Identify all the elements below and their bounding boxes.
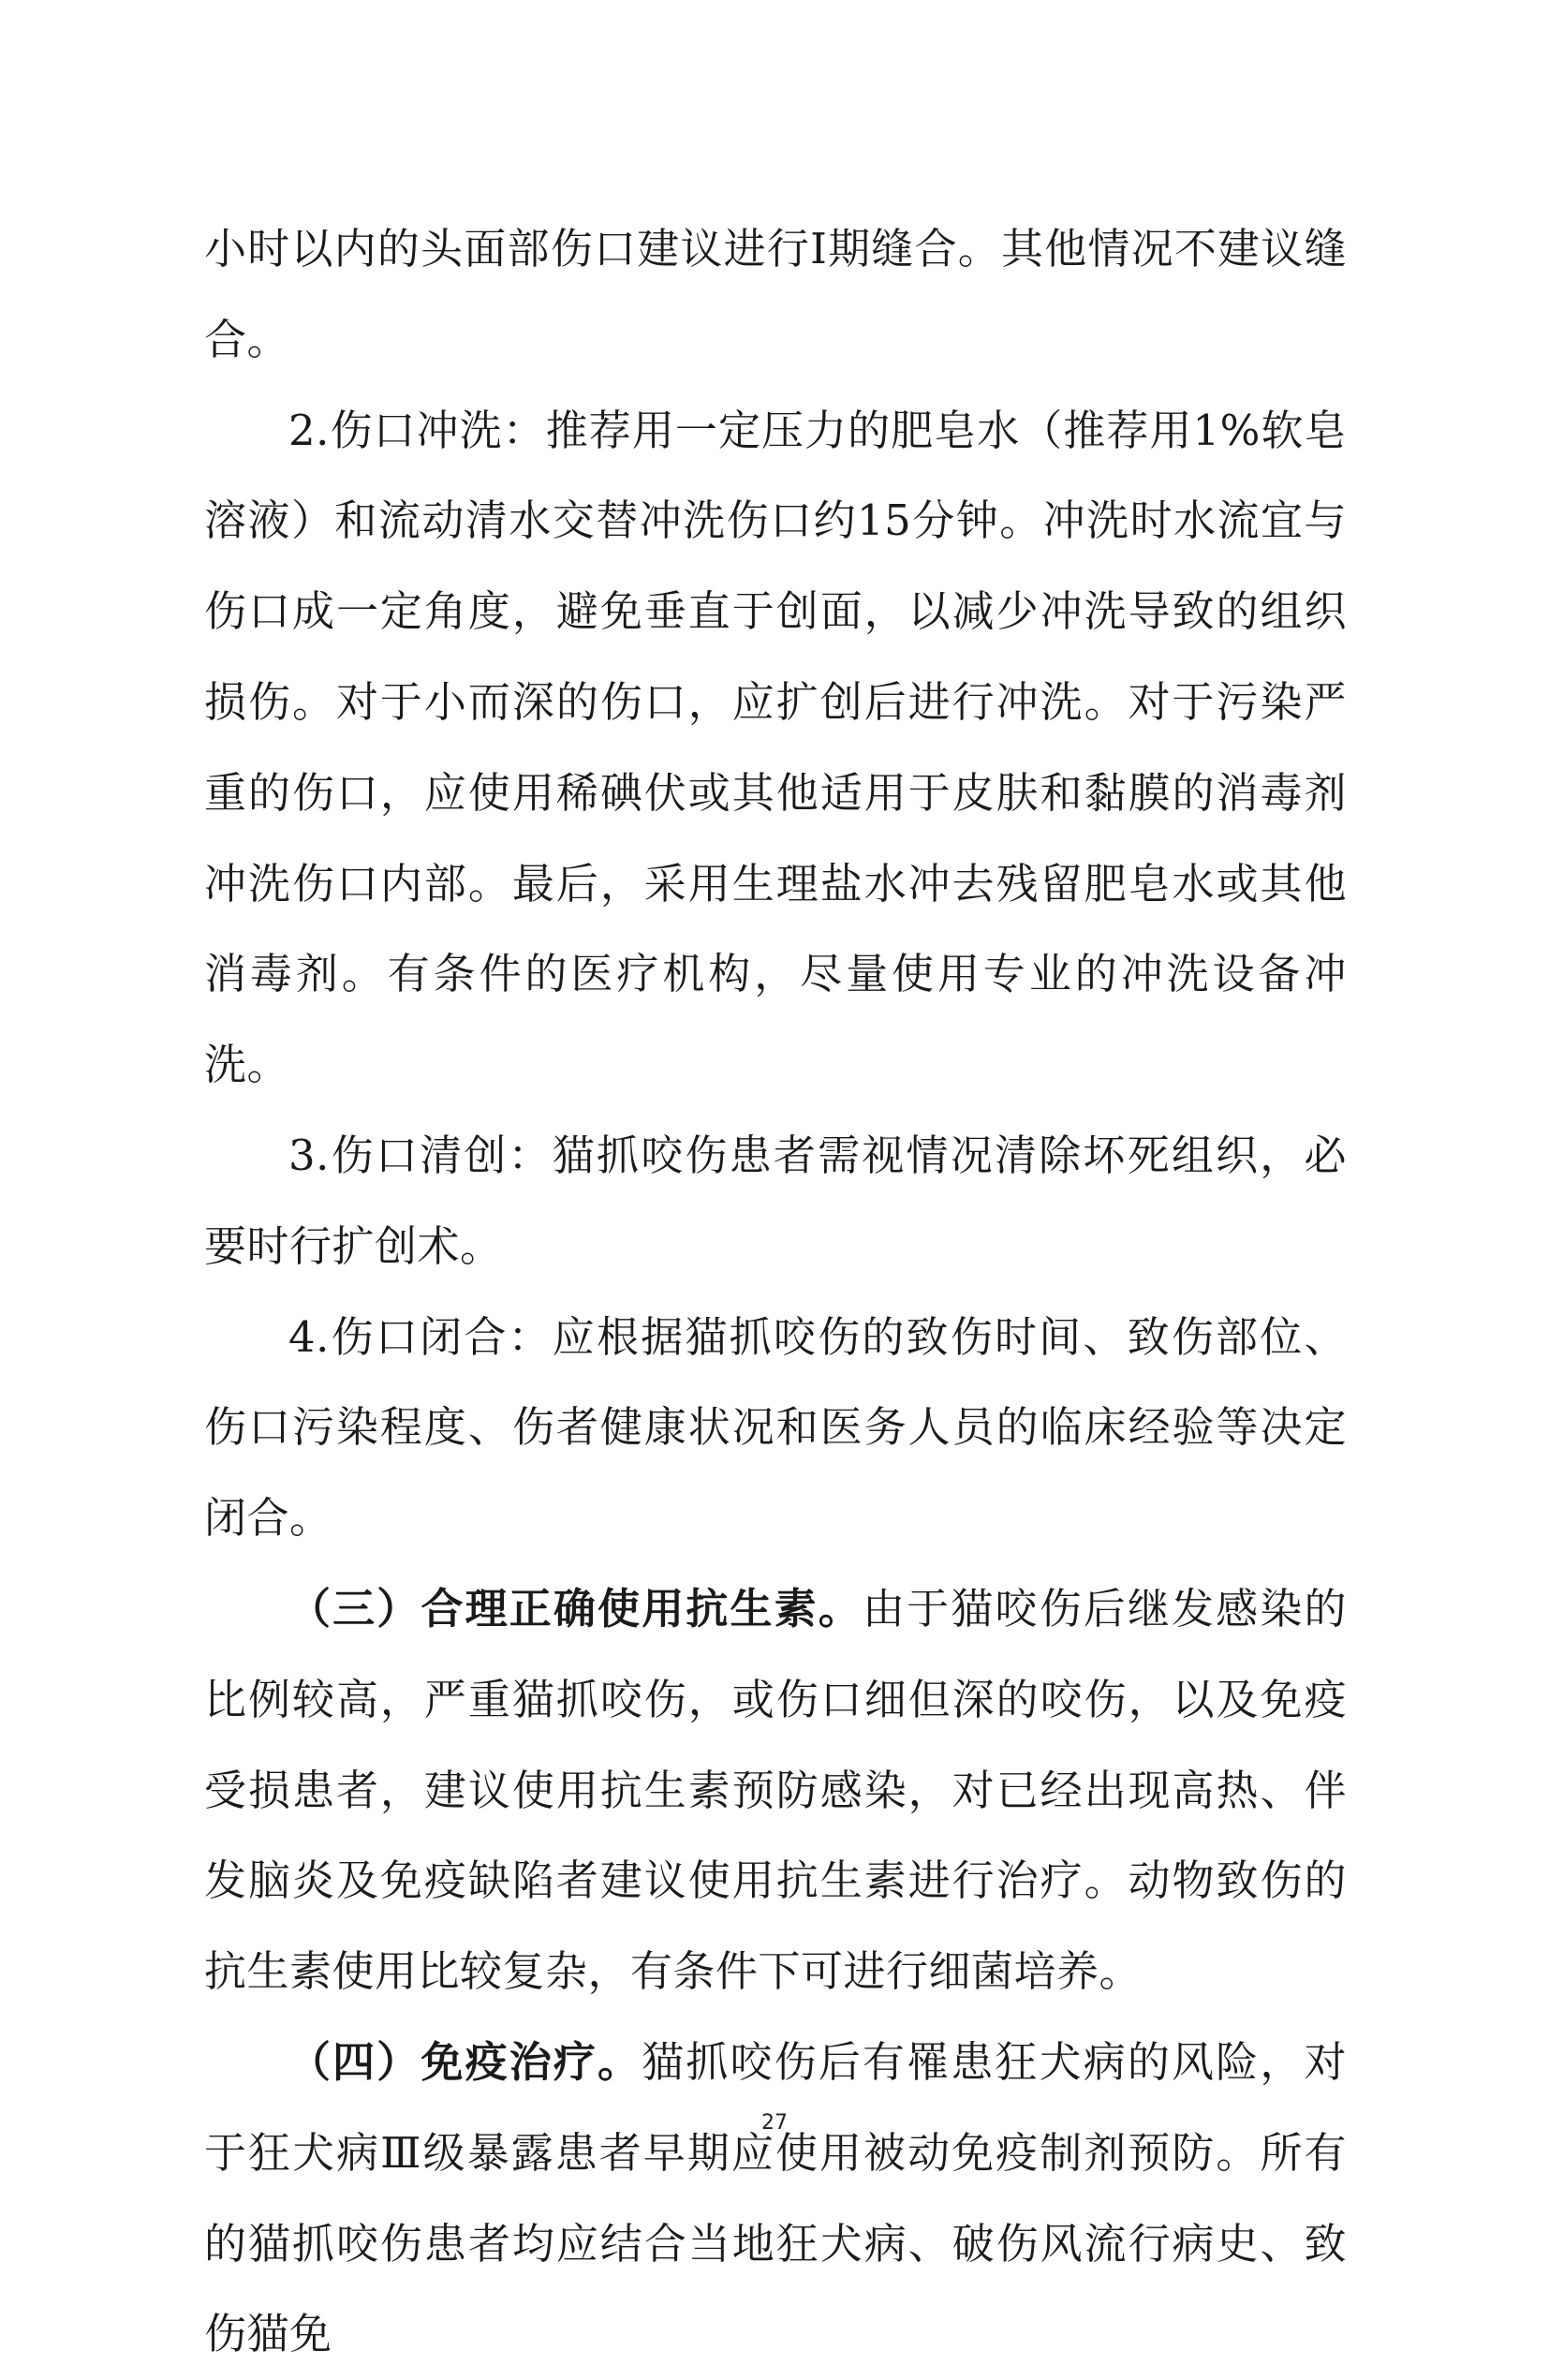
page-number: 27 <box>761 2111 788 2135</box>
paragraph-wound-closure <box>204 1293 1347 1564</box>
document-body <box>204 204 1347 2380</box>
paragraph-continuation <box>204 204 1347 386</box>
paragraph-text: 小时以内的头面部伤口建议进行Ⅰ期缝合。其他情况不建议缝合。 <box>204 224 1347 364</box>
section-heading: （四）免疫治疗。 <box>288 2036 642 2087</box>
paragraph-immunotherapy <box>204 2018 1347 2380</box>
paragraph-text: 4.伤口闭合：应根据猫抓咬伤的致伤时间、致伤部位、伤口污染程度、伤者健康状况和医务人员的临床经验等决定闭合。 <box>204 1311 1347 1544</box>
paragraph-text: 由于猫咬伤后继发感染的比例较高，严重猫抓咬伤，或伤口细但深的咬伤，以及免疫受损患者，建议使用抗生素预防感染，对已经出现高热、伴发脑炎及免疫缺陷者建议使用抗生素进行治疗。动物致伤的抗生素使用比较复杂，有条件下可进行细菌培养。 <box>204 1583 1347 1997</box>
section-heading: （三）合理正确使用抗生素。 <box>288 1583 863 1633</box>
paragraph-wound-irrigation <box>204 386 1347 1111</box>
paragraph-wound-debridement <box>204 1111 1347 1293</box>
paragraph-text: 2.伤口冲洗：推荐用一定压力的肥皂水（推荐用1%软皂溶液）和流动清水交替冲洗伤口约15分钟。冲洗时水流宜与伤口成一定角度，避免垂直于创面，以减少冲洗导致的组织损伤。对于小而深的伤口，应扩创后进行冲洗。对于污染严重的伤口，应使用稀碘伏或其他适用于皮肤和黏膜的消毒剂冲洗伤口内部。最后，采用生理盐水冲去残留肥皂水或其他消毒剂。有条件的医疗机构，尽量使用专业的冲洗设备冲洗。 <box>204 405 1347 1090</box>
paragraph-antibiotics <box>204 1564 1347 2018</box>
paragraph-text: 猫抓咬伤后有罹患狂犬病的风险，对于狂犬病Ⅲ级暴露患者早期应使用被动免疫制剂预防。所有的猫抓咬伤患者均应结合当地狂犬病、破伤风流行病史、致伤猫免 <box>204 2036 1347 2359</box>
paragraph-text: 3.伤口清创：猫抓咬伤患者需视情况清除坏死组织，必要时行扩创术。 <box>204 1130 1347 1271</box>
